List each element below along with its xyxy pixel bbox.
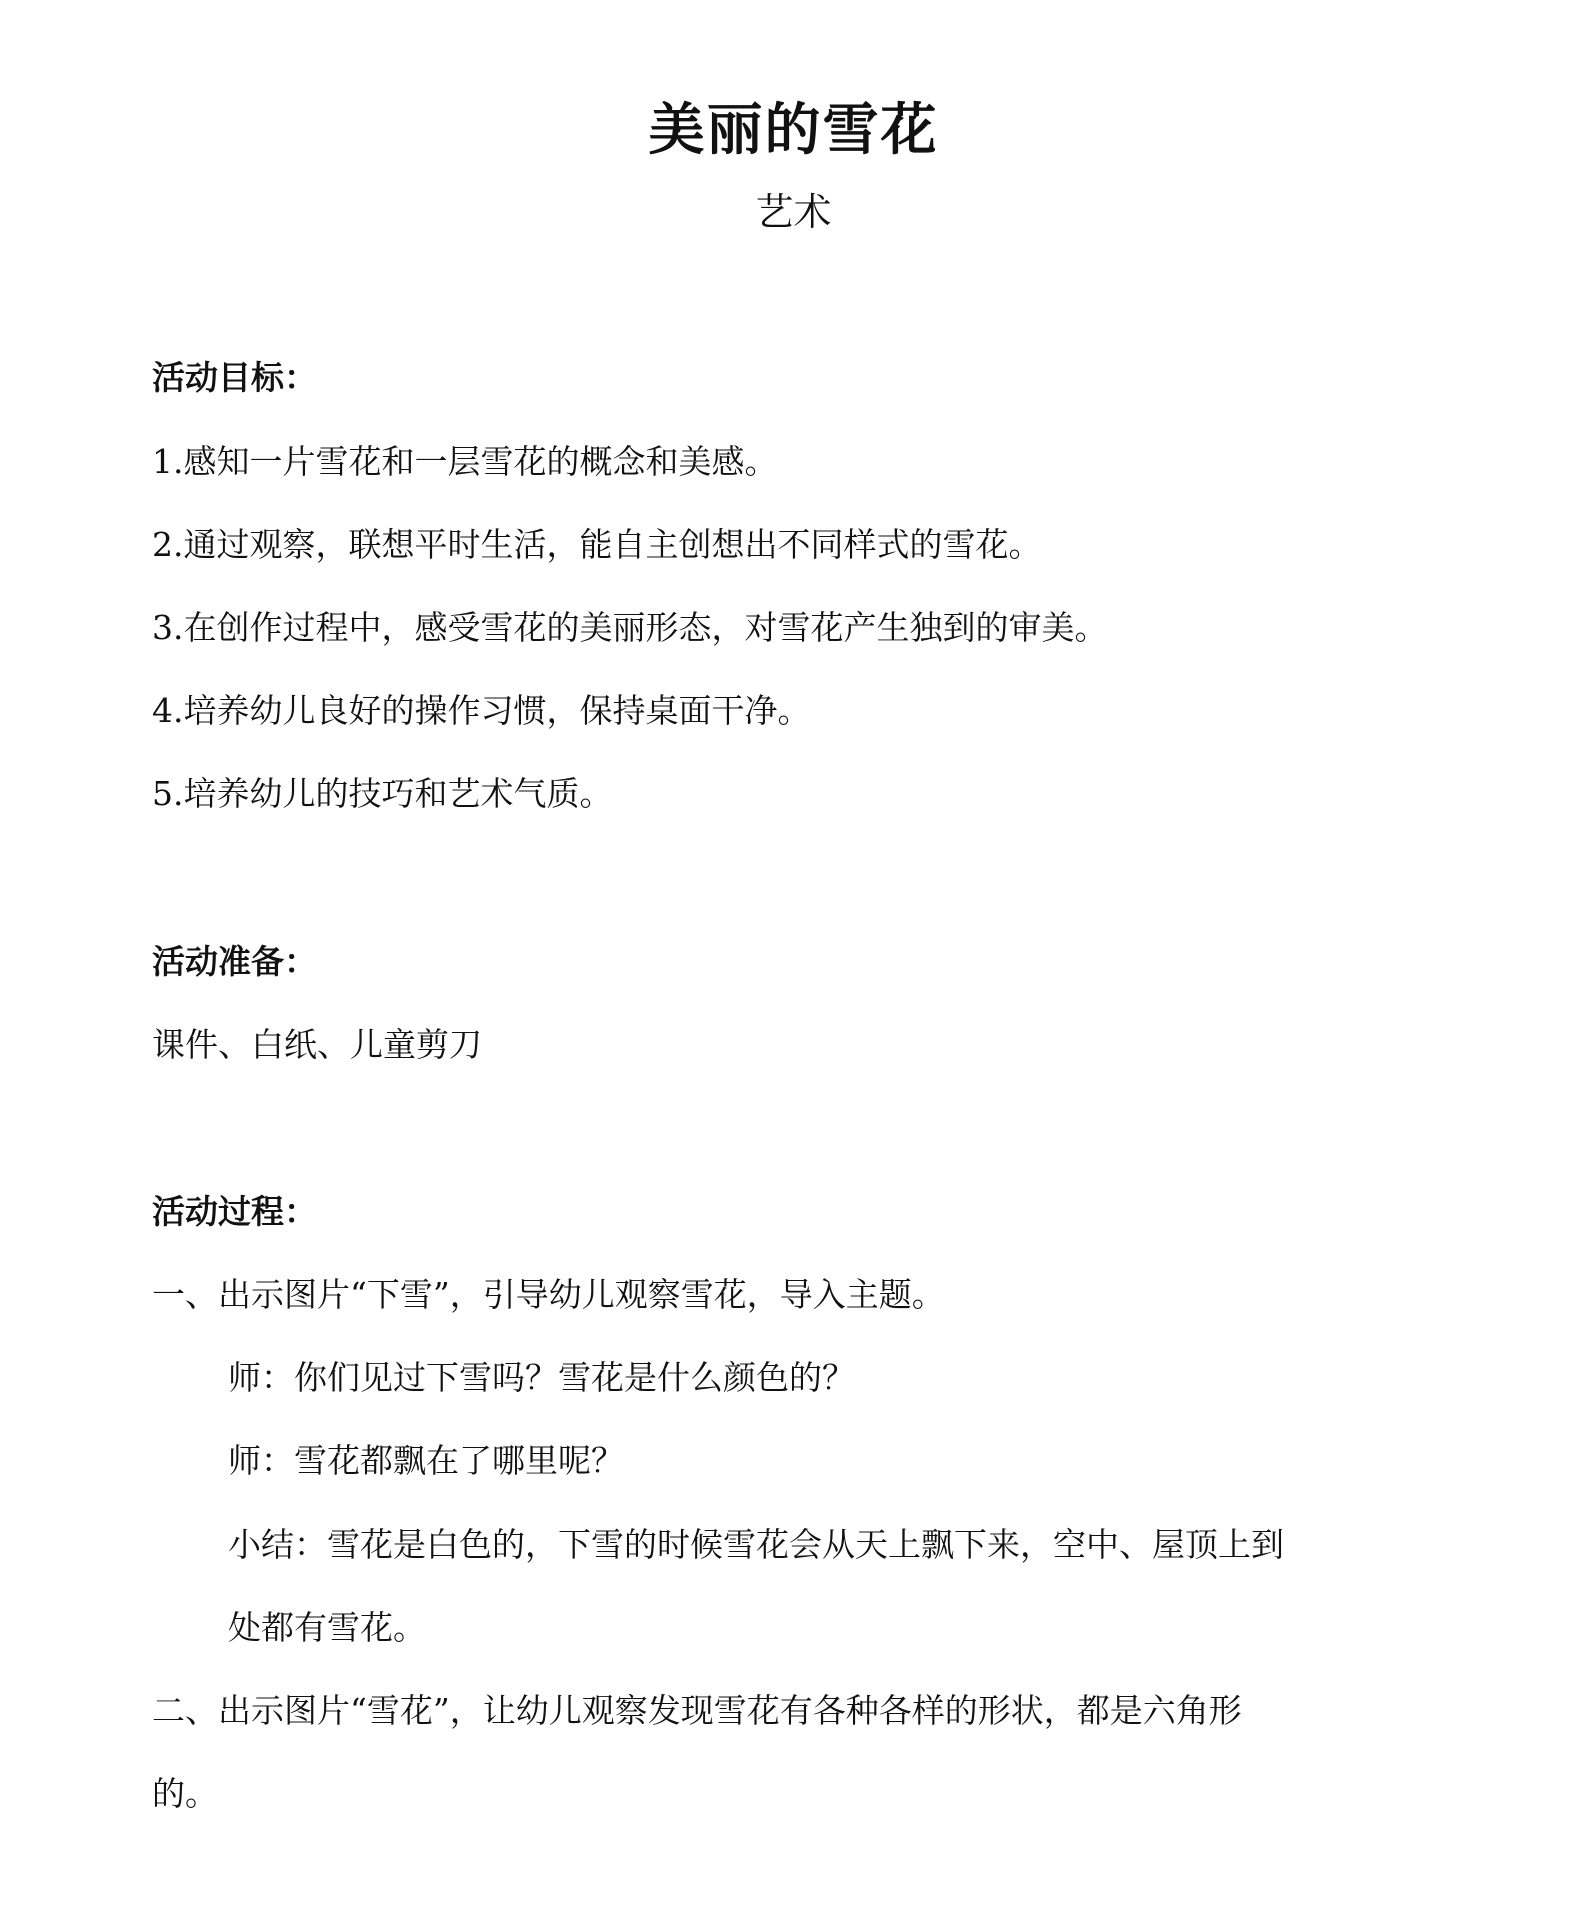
summary-line-1: 小结：雪花是白色的，下雪的时候雪花会从天上飘下来，空中、屋顶上到 bbox=[228, 1525, 1284, 1564]
preparation-text: 课件、白纸、儿童剪刀 bbox=[152, 1025, 482, 1064]
goal-item: 3.在创作过程中，感受雪花的美丽形态，对雪花产生独到的审美。 bbox=[152, 608, 1108, 647]
process-step-1: 一、出示图片“下雪”，引导幼儿观察雪花，导入主题。 bbox=[152, 1275, 945, 1314]
process-heading: 活动过程： bbox=[152, 1192, 317, 1231]
document-title: 美丽的雪花 bbox=[648, 97, 939, 163]
summary-line-2: 处都有雪花。 bbox=[228, 1608, 426, 1647]
goal-item: 4.培养幼儿良好的操作习惯，保持桌面干净。 bbox=[152, 691, 811, 730]
process-step-2-line-1: 二、出示图片“雪花”，让幼儿观察发现雪花有各种各样的形状，都是六角形 bbox=[152, 1691, 1242, 1730]
goals-heading: 活动目标： bbox=[152, 358, 317, 397]
preparation-heading: 活动准备： bbox=[152, 942, 317, 981]
goal-item: 5.培养幼儿的技巧和艺术气质。 bbox=[152, 774, 613, 813]
process-step-2-line-2: 的。 bbox=[152, 1774, 218, 1813]
goal-item: 1.感知一片雪花和一层雪花的概念和美感。 bbox=[152, 442, 778, 481]
document-subtitle: 艺术 bbox=[755, 190, 832, 234]
teacher-question-1: 师：你们见过下雪吗？雪花是什么颜色的？ bbox=[228, 1358, 855, 1397]
goal-item: 2.通过观察，联想平时生活，能自主创想出不同样式的雪花。 bbox=[152, 525, 1042, 564]
teacher-question-2: 师：雪花都飘在了哪里呢？ bbox=[228, 1441, 624, 1480]
